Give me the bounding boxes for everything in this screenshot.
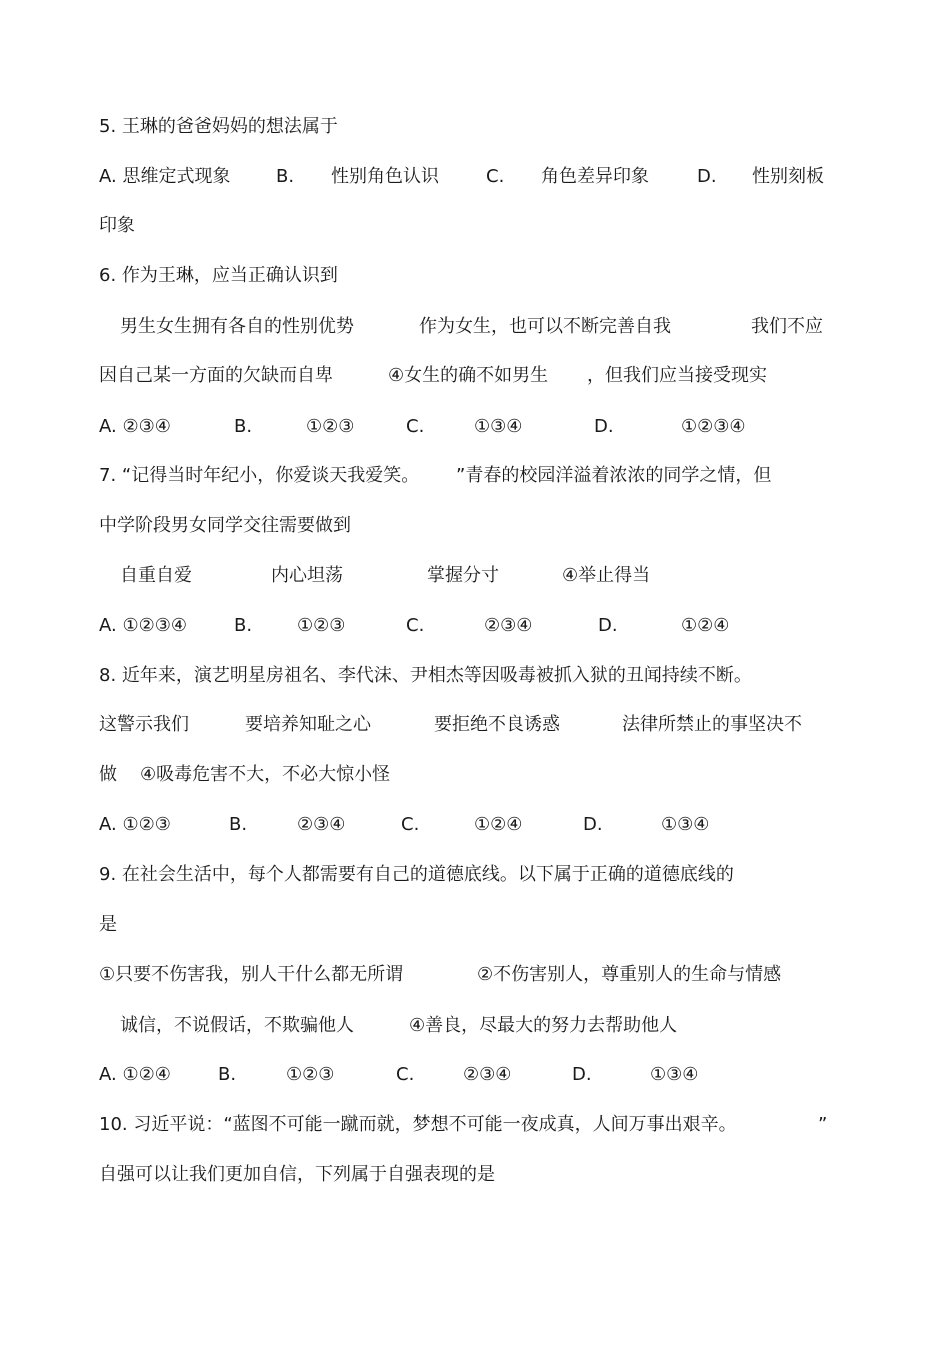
q6-statement-4-start: ④女生的确不如男生 (388, 365, 549, 386)
q9-option-c-text: ②③④ (463, 1064, 512, 1085)
q8-option-d-text: ①③④ (661, 814, 710, 835)
q7-option-d-text: ①②④ (681, 615, 730, 636)
q7-option-c-letter: C. (406, 615, 425, 636)
q8-stem-line-1: 8. 近年来，演艺明星房祖名、李代沫、尹相杰等因吸毒被抓入狱的丑闻持续不断。 (99, 665, 752, 686)
q10-stem-line-2: 自强可以让我们更加自信，下列属于自强表现的是 (99, 1164, 495, 1185)
q8-option-c-letter: C. (401, 814, 420, 835)
q9-option-d-text: ①③④ (650, 1064, 699, 1085)
q9-option-b-text: ①②③ (286, 1064, 335, 1085)
q9-option-a: A. ①②④ (99, 1064, 171, 1085)
q6-option-d-text: ①②③④ (681, 416, 746, 437)
q5-option-d-letter: D. (697, 166, 717, 187)
q7-option-c-text: ②③④ (484, 615, 533, 636)
q6-statement-4-end: ，但我们应当接受现实 (587, 365, 767, 386)
q7-stem-line-1a: 7. “记得当时年纪小，你爱谈天我爱笑。 (99, 465, 420, 486)
q7-option-a: A. ①②③④ (99, 615, 187, 636)
q7-statement-4: ④举止得当 (562, 565, 651, 586)
q9-stem-line-2: 是 (99, 914, 117, 935)
q8-option-b-letter: B. (229, 814, 248, 835)
q6-statement-1: 男生女生拥有各自的性别优势 (120, 316, 354, 337)
q7-stem-line-1b: ”青春的校园洋溢着浓浓的同学之情，但 (456, 465, 772, 486)
q8-statement-3-end: 做 (99, 764, 117, 785)
q7-statement-3: 掌握分寸 (427, 565, 499, 586)
q8-option-d-letter: D. (583, 814, 603, 835)
q5-option-d-text: 性别刻板 (752, 166, 824, 187)
q9-stem-line-1: 9. 在社会生活中，每个人都需要有自己的道德底线。以下属于正确的道德底线的 (99, 864, 734, 885)
q5-option-a: A. 思维定式现象 (99, 166, 231, 187)
q6-statement-3-start: 我们不应 (751, 316, 823, 337)
q8-option-c-text: ①②④ (474, 814, 523, 835)
q6-option-d-letter: D. (594, 416, 614, 437)
q7-option-b-text: ①②③ (297, 615, 346, 636)
q5-stem: 5. 王琳的爸爸妈妈的想法属于 (99, 116, 338, 137)
q5-option-c-letter: C. (486, 166, 505, 187)
q6-option-a: A. ②③④ (99, 416, 171, 437)
q7-statement-2: 内心坦荡 (271, 565, 343, 586)
q6-option-b-letter: B. (234, 416, 253, 437)
q6-option-b-text: ①②③ (306, 416, 355, 437)
q8-stem-line-2: 这警示我们 (99, 714, 189, 735)
q10-stem-line-1: 10. 习近平说：“蓝图不可能一蹴而就，梦想不可能一夜成真，人间万事出艰辛。 (99, 1114, 737, 1135)
q9-option-c-letter: C. (396, 1064, 415, 1085)
q8-statement-4: ④吸毒危害不大，不必大惊小怪 (140, 764, 391, 785)
q10-quote-close: ” (818, 1114, 828, 1135)
q5-option-c-text: 角色差异印象 (541, 166, 649, 187)
q8-statement-3-start: 法律所禁止的事坚决不 (622, 714, 802, 735)
q8-option-a: A. ①②③ (99, 814, 171, 835)
q5-option-b-letter: B. (276, 166, 295, 187)
q5-option-d-continued: 印象 (99, 215, 135, 236)
q7-option-b-letter: B. (234, 615, 253, 636)
q9-statement-2: ②不伤害别人，尊重别人的生命与情感 (477, 964, 782, 985)
q6-statement-2: 作为女生，也可以不断完善自我 (419, 316, 671, 337)
q6-option-c-letter: C. (406, 416, 425, 437)
q9-statement-4: ④善良，尽最大的努力去帮助他人 (409, 1015, 678, 1036)
q6-statement-3-end: 因自己某一方面的欠缺而自卑 (99, 365, 333, 386)
q9-statement-1: ①只要不伤害我，别人干什么都无所谓 (99, 964, 404, 985)
q5-option-b-text: 性别角色认识 (331, 166, 439, 187)
q9-option-b-letter: B. (218, 1064, 237, 1085)
q9-statement-3: 诚信，不说假话，不欺骗他人 (120, 1015, 354, 1036)
q6-option-c-text: ①③④ (474, 416, 523, 437)
q7-stem-line-2: 中学阶段男女同学交往需要做到 (99, 515, 351, 536)
q7-option-d-letter: D. (598, 615, 618, 636)
q9-option-d-letter: D. (572, 1064, 592, 1085)
q7-statement-1: 自重自爱 (120, 565, 192, 586)
q6-stem: 6. 作为王琳，应当正确认识到 (99, 265, 338, 286)
q8-option-b-text: ②③④ (297, 814, 346, 835)
q8-statement-2: 要拒绝不良诱惑 (434, 714, 560, 735)
q8-statement-1: 要培养知耻之心 (245, 714, 371, 735)
